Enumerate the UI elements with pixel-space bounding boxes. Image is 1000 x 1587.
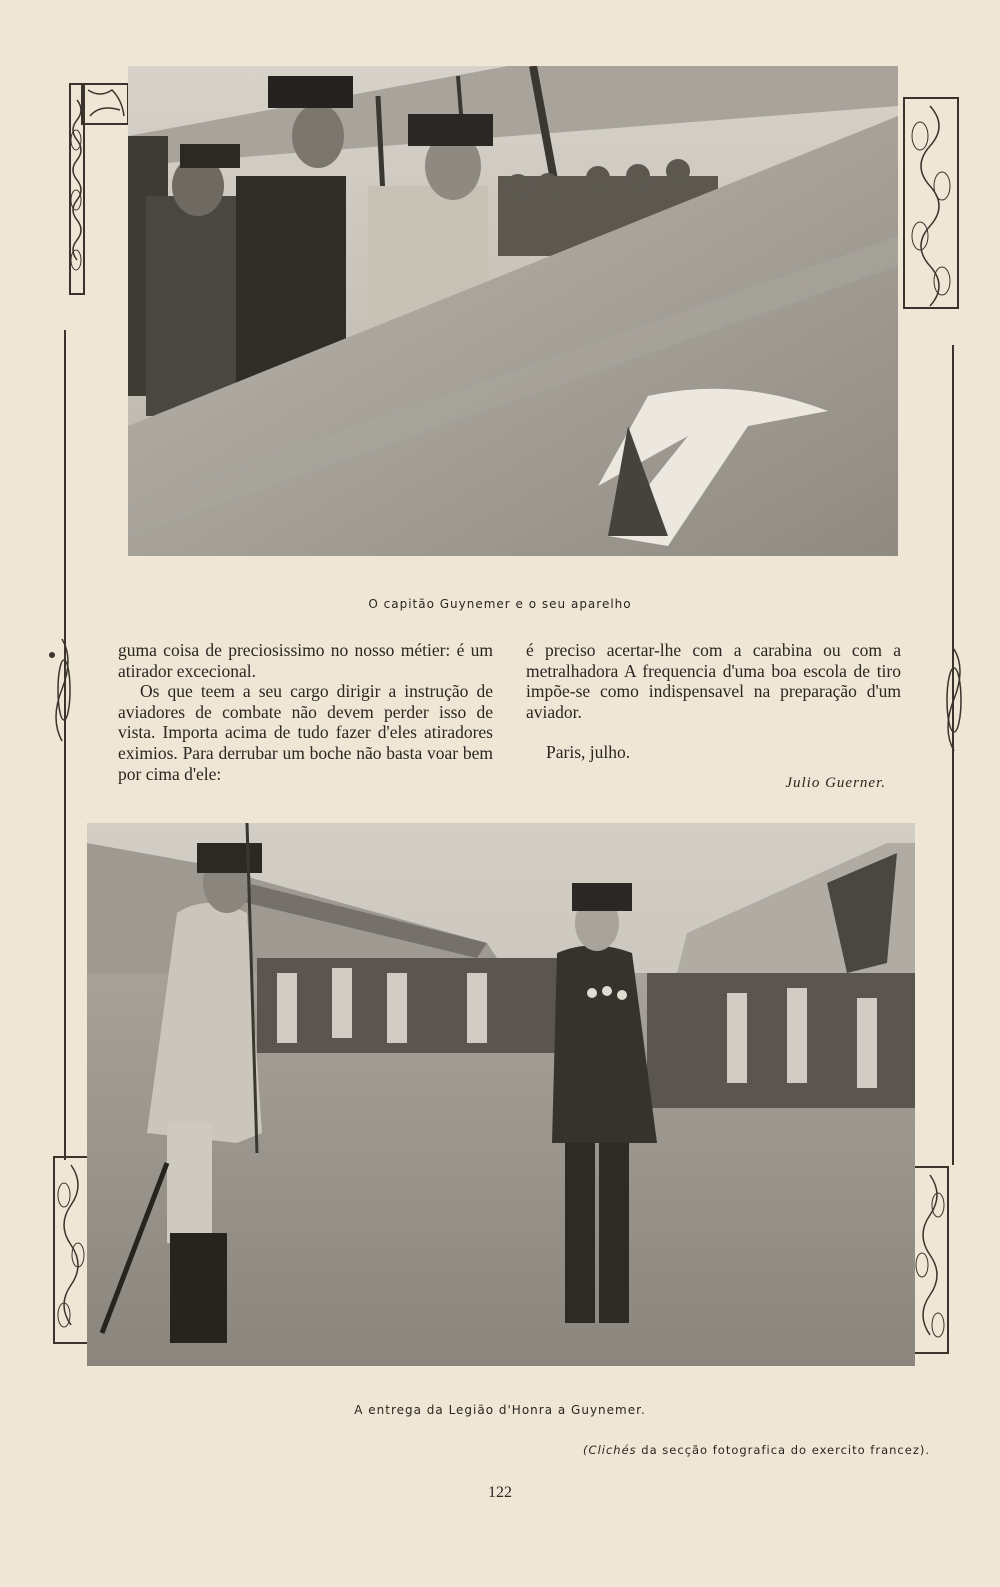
floral-ornament-mid-left xyxy=(48,635,76,745)
floral-ornament-top-left xyxy=(68,80,130,295)
photo-guynemer-aircraft xyxy=(128,66,898,556)
dateline: Paris, julho. xyxy=(546,742,631,763)
paragraph-left-2: Os que teem a seu cargo dirigir a instrução de aviadores de combate não devem perder isso de vista. Importa acima de tudo fazer d'eles atiradores eximios. Para derrubar um boche não basta voar bem por cima d'ele: xyxy=(118,681,493,784)
floral-ornament-bottom-left xyxy=(52,1155,90,1345)
photo-credit-prefix: (Clichés xyxy=(583,1443,637,1457)
article-column-right xyxy=(526,640,901,763)
floral-ornament-bottom-right xyxy=(910,1165,950,1355)
paragraph-right-1: é preciso acertar-lhe com a carabina ou com a metralhadora A frequencia d'uma boa escola de tiro impõe-se como indispensavel na preparação d'um aviador. xyxy=(526,640,901,722)
photo-credit xyxy=(576,1443,930,1457)
page-number: 122 xyxy=(488,1484,512,1501)
article-column-left xyxy=(118,640,493,784)
photo-legion-honour-ceremony xyxy=(87,823,915,1366)
caption-photo-top: O capitão Guynemer e o seu aparelho xyxy=(368,597,632,611)
paragraph-left-1: guma coisa de preciosissimo no nosso métier: é um atirador excecional. xyxy=(118,640,493,681)
floral-ornament-top-right xyxy=(902,96,960,311)
caption-photo-bottom: A entrega da Legião d'Honra a Guynemer. xyxy=(354,1403,646,1417)
floral-ornament-mid-right xyxy=(942,645,966,755)
frame-line-right xyxy=(952,345,954,1165)
frame-line-left xyxy=(64,330,66,1160)
author-signature: Julio Guerner. xyxy=(785,775,886,791)
photo-credit-text: da secção fotografica do exercito francez). xyxy=(636,1443,930,1457)
